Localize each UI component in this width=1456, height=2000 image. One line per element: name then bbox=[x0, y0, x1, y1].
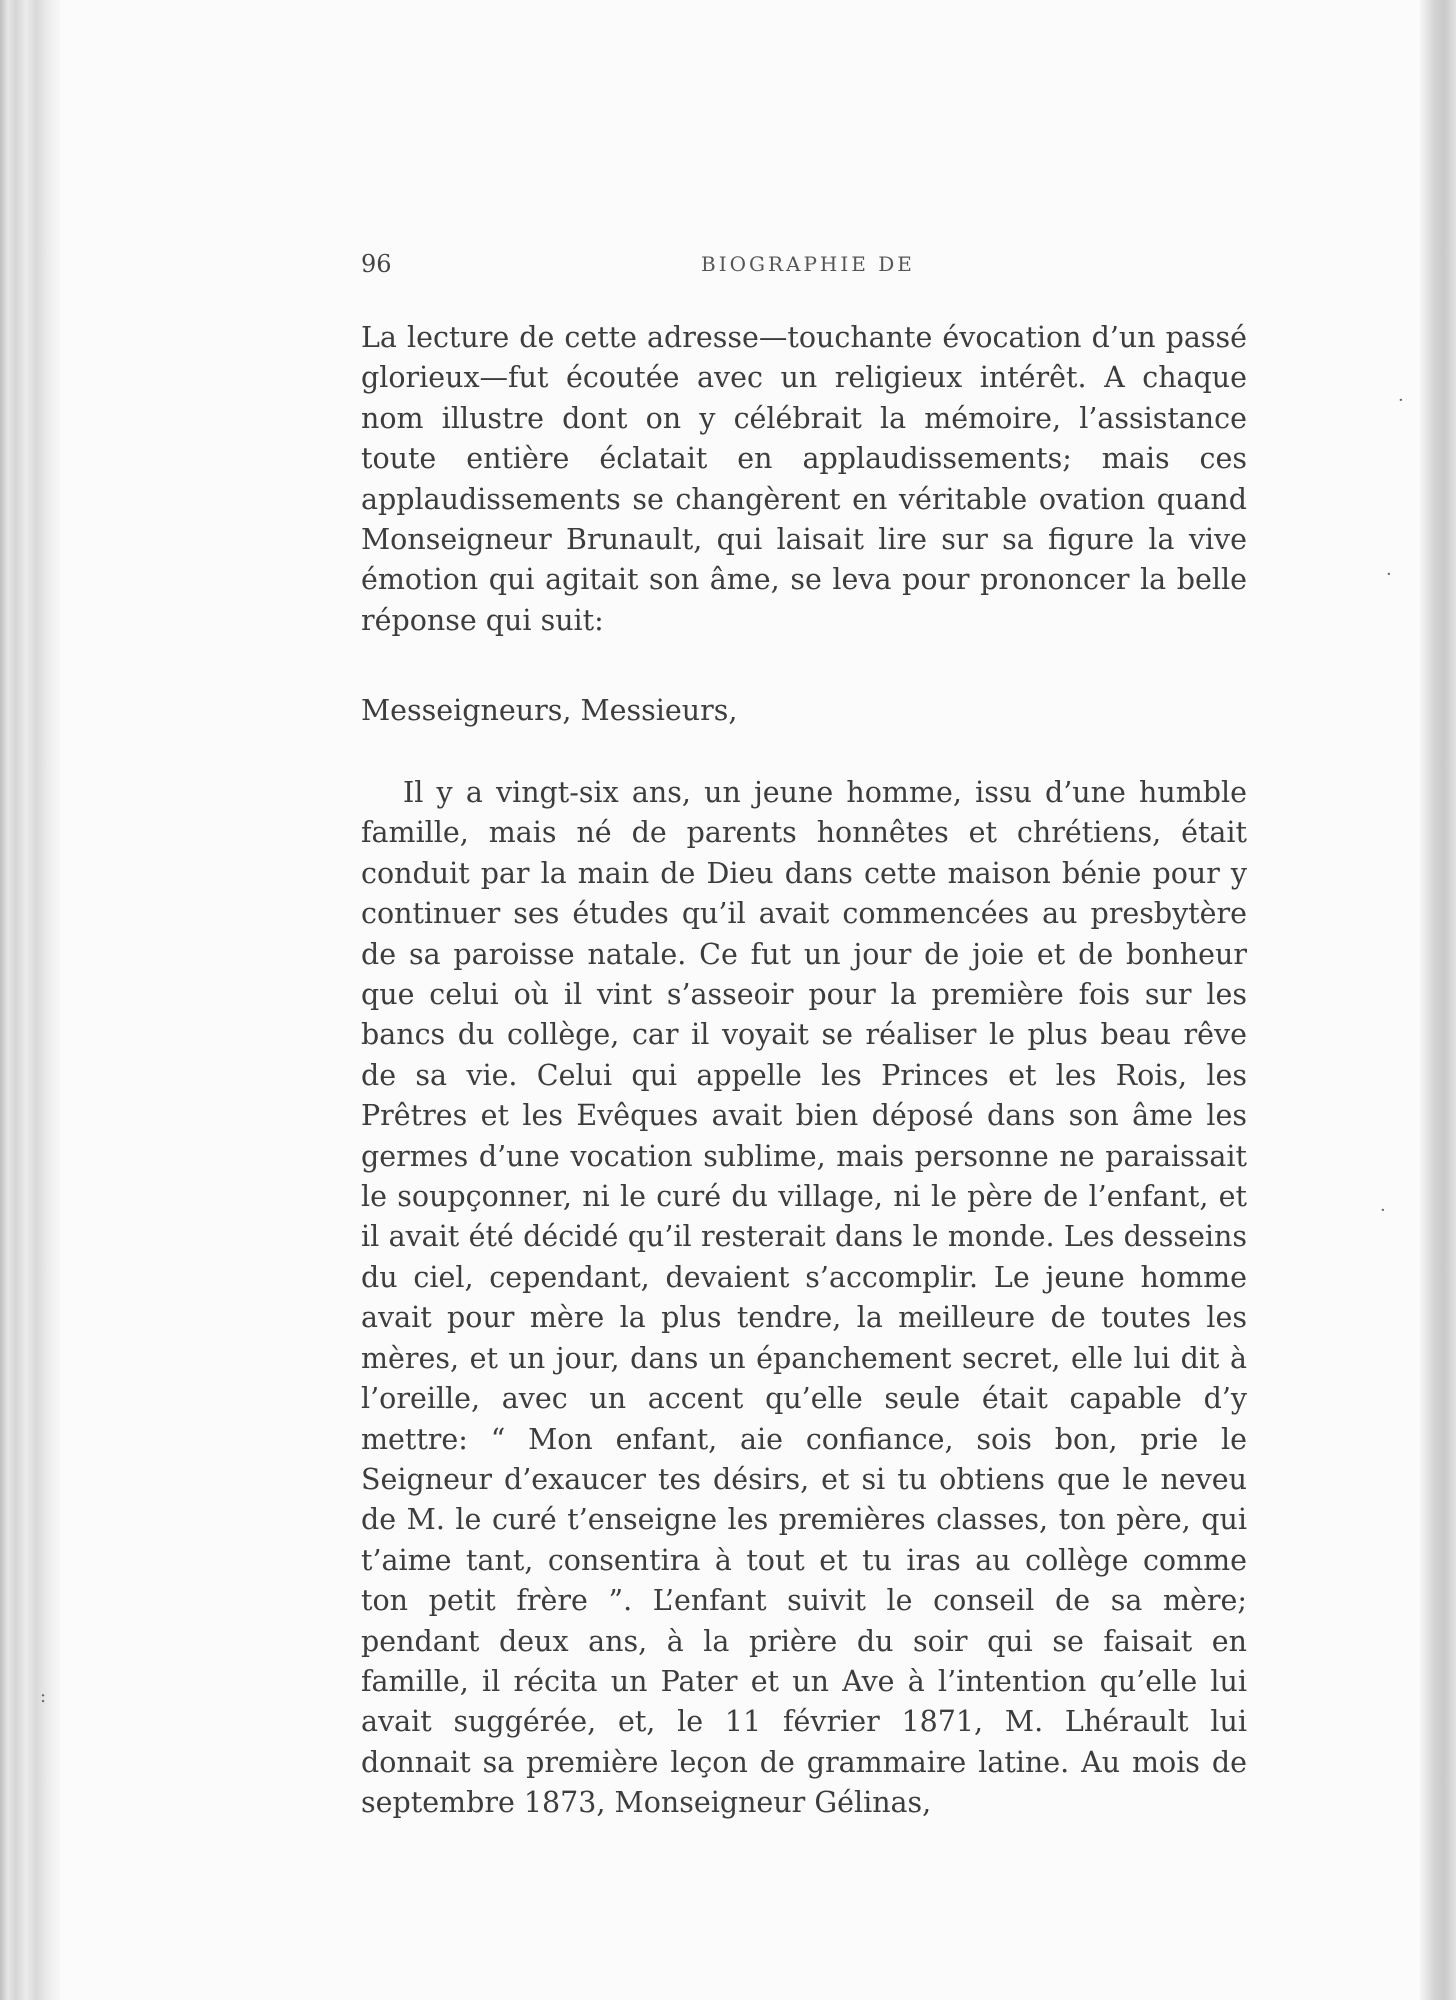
page-stack-right-edge bbox=[1420, 0, 1456, 2000]
running-head-title: BIOGRAPHIE DE bbox=[701, 252, 915, 276]
running-head bbox=[361, 250, 1261, 290]
margin-speck: · bbox=[1386, 564, 1392, 585]
intro-paragraph: La lecture de cette adresse—touchante évocation d’un passé glorieux—fut écoutée avec un religieux intérêt. A chaque nom illustre dont on y célébrait la mémoire, l’assistance toute entière éclatait en applaudissements; mais ces applaudissements se changèrent en véritable ovation quand Monseigneur Brunault, qui laisait lire sur sa figure la vive émotion qui agitait son âme, se leva pour prononcer la belle réponse qui suit: bbox=[361, 321, 1247, 637]
margin-speck: · bbox=[1380, 1200, 1386, 1221]
page-stack-left-edge bbox=[0, 0, 60, 2000]
margin-speck: : bbox=[40, 1686, 47, 1707]
page-number: 96 bbox=[361, 250, 392, 278]
address-paragraph: Il y a vingt-six ans, un jeune homme, issu d’une humble famille, mais né de parents honnêtes et chrétiens, était conduit par la main de Dieu dans cette maison bénie pour y continuer ses études qu’il avait commencées au presbytère de sa paroisse natale. Ce fut un jour de joie et de bonheur que celui où il vint s’asseoir pour la première fois sur les bancs du collège, car il voyait se réaliser le plus beau rêve de sa vie. Celui qui appelle les Princes et les Rois, les Prêtres et les Evêques avait bien déposé dans son âme les germes d’une vocation sublime, mais personne ne paraissait le soupçonner, ni le curé du village, ni le père de l’enfant, et il avait été décidé qu’il resterait dans le monde. Les desseins du ciel, cependant, devaient s’accomplir. Le jeune homme avait pour mère la plus tendre, la meilleure de toutes les mères, et un jour, dans un épanchement secret, elle lui dit à l’oreille, avec un accent qu’elle seule était capable d’y mettre: “ Mon enfant, aie confiance, sois bon, prie le Seigneur d’exaucer tes désirs, et si tu obtiens que le neveu de M. le curé t’enseigne les premières classes, ton père, qui t’aime tant, consentira à tout et tu iras au collège comme ton petit frère ”. L’enfant suivit le conseil de sa mère; pendant deux ans, à la prière du soir qui se faisait en famille, il récita un Pater et un Ave à l’intention qu’elle lui avait suggérée, et, le 11 février 1871, M. Lhérault lui donnait sa première leçon de grammaire latine. Au mois de septembre 1873, Monseigneur Gélinas, bbox=[361, 776, 1247, 1820]
margin-speck: · bbox=[1398, 390, 1404, 411]
salutation: Messeigneurs, Messieurs, bbox=[361, 694, 738, 727]
